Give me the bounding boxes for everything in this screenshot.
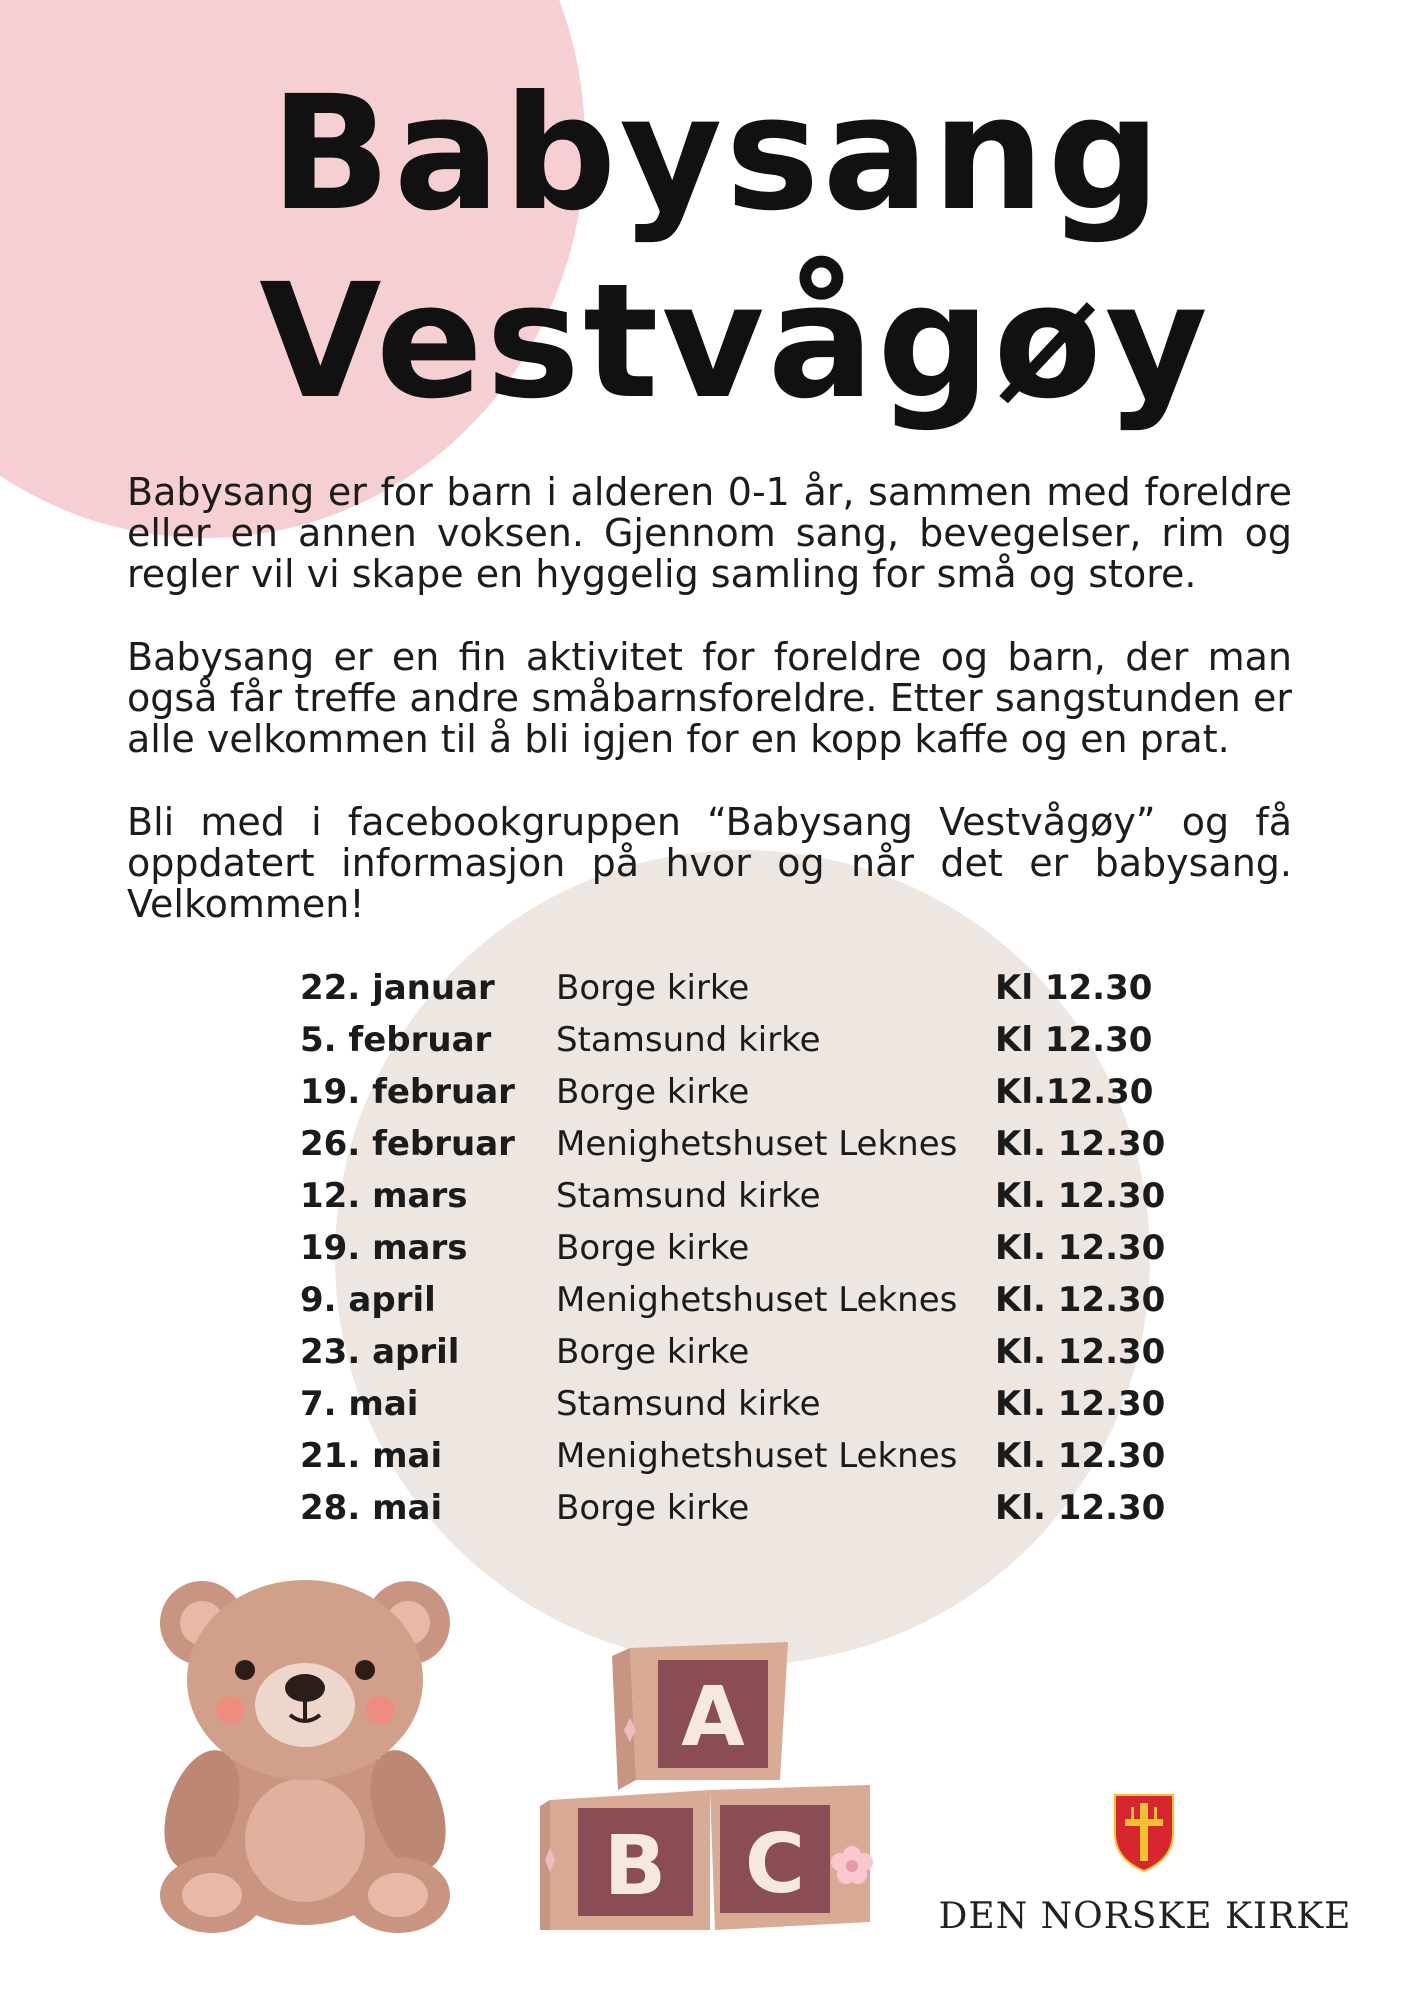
schedule-date: 28. mai	[300, 1488, 443, 1528]
schedule-time: Kl. 12.30	[995, 1176, 1166, 1216]
schedule-time: Kl. 12.30	[995, 1124, 1166, 1164]
schedule-time: Kl.12.30	[995, 1072, 1154, 1112]
abc-blocks-icon	[540, 1630, 880, 1930]
schedule-row	[300, 1228, 1166, 1280]
schedule-time: Kl. 12.30	[995, 1332, 1166, 1372]
schedule-place: Borge kirke	[556, 1332, 750, 1372]
schedule-row	[300, 1124, 1166, 1176]
schedule-date: 26. februar	[300, 1124, 515, 1164]
schedule-place: Menighetshuset Leknes	[556, 1436, 958, 1476]
schedule-date: 12. mars	[300, 1176, 468, 1216]
schedule-date: 21. mai	[300, 1436, 443, 1476]
schedule-place: Stamsund kirke	[556, 1384, 821, 1424]
schedule-row	[300, 968, 1160, 1020]
teddy-bear-icon	[140, 1555, 470, 1935]
schedule-row	[300, 1436, 1166, 1488]
schedule-date: 22. januar	[300, 968, 495, 1008]
schedule-row	[300, 1072, 1160, 1124]
schedule-row	[300, 1280, 1166, 1332]
block-letter-a: A	[681, 1670, 745, 1765]
schedule-place: Menighetshuset Leknes	[556, 1124, 958, 1164]
schedule-place: Menighetshuset Leknes	[556, 1280, 958, 1320]
schedule-time: Kl. 12.30	[995, 1228, 1166, 1268]
intro-paragraph-3: Bli med i facebookgruppen “Babysang Vestvågøy” og få oppdatert informasjon på hvor og når det er babysang. Velkommen!	[127, 800, 1292, 926]
schedule-time: Kl 12.30	[995, 968, 1153, 1008]
schedule-place: Borge kirke	[556, 1228, 750, 1268]
title-line-1: Babysang	[270, 62, 1164, 246]
schedule-date: 9. april	[300, 1280, 436, 1320]
church-shield-icon	[1113, 1793, 1175, 1873]
schedule-date: 23. april	[300, 1332, 460, 1372]
schedule-row	[300, 1488, 1166, 1540]
logo-text: DEN NORSKE KIRKE	[938, 1896, 1352, 1937]
schedule-date: 19. mars	[300, 1228, 468, 1268]
block-letter-b: B	[603, 1819, 667, 1914]
schedule-time: Kl. 12.30	[995, 1280, 1166, 1320]
schedule-place: Borge kirke	[556, 968, 750, 1008]
schedule-table	[300, 968, 1166, 1540]
schedule-place: Stamsund kirke	[556, 1020, 821, 1060]
schedule-place: Borge kirke	[556, 1488, 750, 1528]
schedule-time: Kl. 12.30	[995, 1436, 1166, 1476]
schedule-date: 7. mai	[300, 1384, 419, 1424]
intro-paragraph-2: Babysang er en fin aktivitet for foreldre og barn, der man også får treffe andre småbarnsforeldre. Etter sangstunden er alle velkommen til å bli igjen for en kopp kaffe og en prat.	[127, 635, 1292, 761]
title-line-2: Vestvågøy	[259, 250, 1211, 434]
schedule-time: Kl. 12.30	[995, 1488, 1166, 1528]
schedule-time: Kl. 12.30	[995, 1384, 1166, 1424]
schedule-row	[300, 1332, 1166, 1384]
schedule-time: Kl 12.30	[995, 1020, 1153, 1060]
block-letter-c: C	[744, 1817, 806, 1912]
schedule-row	[300, 1384, 1166, 1436]
schedule-date: 19. februar	[300, 1072, 515, 1112]
schedule-row	[300, 1020, 1160, 1072]
schedule-date: 5. februar	[300, 1020, 492, 1060]
schedule-place: Borge kirke	[556, 1072, 750, 1112]
schedule-place: Stamsund kirke	[556, 1176, 821, 1216]
schedule-row	[300, 1176, 1166, 1228]
intro-paragraph-1: Babysang er for barn i alderen 0-1 år, sammen med foreldre eller en annen voksen. Gjennom sang, bevegelser, rim og regler vil vi skape en hyggelig samling for små og store.	[127, 470, 1292, 596]
